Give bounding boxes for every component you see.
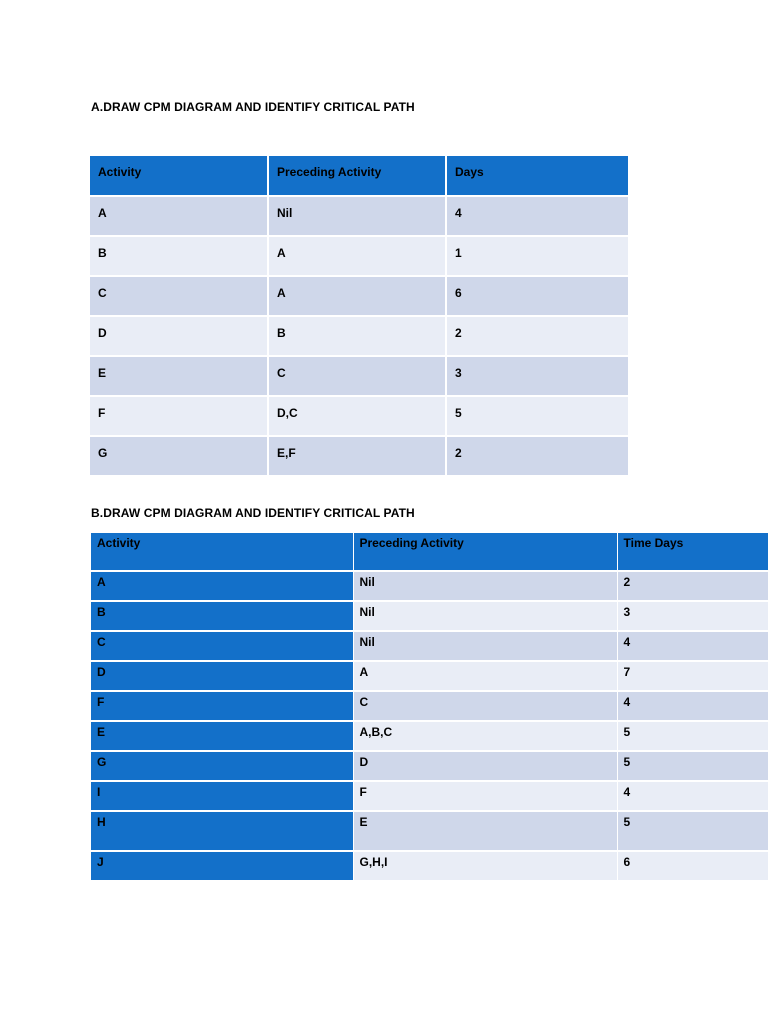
cell-days: 4 bbox=[617, 631, 768, 661]
column-header-preceding: Preceding Activity bbox=[353, 533, 617, 571]
table-row bbox=[91, 661, 768, 691]
cell-activity: B bbox=[90, 236, 268, 276]
table-row bbox=[91, 811, 768, 851]
cell-days: 4 bbox=[446, 196, 628, 236]
cell-activity: H bbox=[91, 811, 353, 851]
table-header-row bbox=[91, 533, 768, 571]
cell-preceding: A bbox=[268, 276, 446, 316]
table-row bbox=[91, 691, 768, 721]
cell-days: 3 bbox=[446, 356, 628, 396]
cell-days: 5 bbox=[446, 396, 628, 436]
cell-preceding: Nil bbox=[353, 601, 617, 631]
cell-activity: C bbox=[91, 631, 353, 661]
cell-activity: B bbox=[91, 601, 353, 631]
cell-preceding: F bbox=[353, 781, 617, 811]
table-row bbox=[90, 316, 628, 356]
cell-days: 5 bbox=[617, 811, 768, 851]
cell-days: 4 bbox=[617, 691, 768, 721]
column-header-time-days: Time Days bbox=[617, 533, 768, 571]
table-row bbox=[91, 571, 768, 601]
cell-preceding: Nil bbox=[353, 571, 617, 601]
cell-days: 2 bbox=[446, 436, 628, 476]
cell-activity: C bbox=[90, 276, 268, 316]
cell-preceding: D bbox=[353, 751, 617, 781]
section-a-heading: A.DRAW CPM DIAGRAM AND IDENTIFY CRITICAL PATH bbox=[91, 100, 415, 114]
cell-preceding: A bbox=[268, 236, 446, 276]
cell-preceding: A bbox=[353, 661, 617, 691]
cell-days: 4 bbox=[617, 781, 768, 811]
cell-preceding: G,H,I bbox=[353, 851, 617, 881]
cell-activity: A bbox=[90, 196, 268, 236]
table-row bbox=[91, 751, 768, 781]
table-row bbox=[90, 436, 628, 476]
cell-preceding: C bbox=[268, 356, 446, 396]
cell-preceding: Nil bbox=[353, 631, 617, 661]
activity-table-b bbox=[91, 533, 768, 882]
cell-preceding: A,B,C bbox=[353, 721, 617, 751]
cell-activity: G bbox=[91, 751, 353, 781]
table-header-row bbox=[90, 156, 628, 196]
cell-days: 2 bbox=[446, 316, 628, 356]
cell-activity: F bbox=[91, 691, 353, 721]
cell-preceding: C bbox=[353, 691, 617, 721]
cell-activity: F bbox=[90, 396, 268, 436]
cell-days: 1 bbox=[446, 236, 628, 276]
cell-activity: D bbox=[91, 661, 353, 691]
cell-days: 3 bbox=[617, 601, 768, 631]
cell-days: 6 bbox=[446, 276, 628, 316]
cell-activity: D bbox=[90, 316, 268, 356]
column-header-preceding: Preceding Activity bbox=[268, 156, 446, 196]
cell-days: 6 bbox=[617, 851, 768, 881]
cell-days: 7 bbox=[617, 661, 768, 691]
cell-days: 5 bbox=[617, 721, 768, 751]
cell-preceding: B bbox=[268, 316, 446, 356]
cell-preceding: E bbox=[353, 811, 617, 851]
table-row bbox=[90, 356, 628, 396]
column-header-days: Days bbox=[446, 156, 628, 196]
table-row bbox=[90, 396, 628, 436]
cell-activity: E bbox=[90, 356, 268, 396]
cell-activity: G bbox=[90, 436, 268, 476]
cell-days: 5 bbox=[617, 751, 768, 781]
cell-preceding: E,F bbox=[268, 436, 446, 476]
table-row bbox=[91, 601, 768, 631]
column-header-activity: Activity bbox=[90, 156, 268, 196]
table-row bbox=[91, 781, 768, 811]
cell-activity: J bbox=[91, 851, 353, 881]
table-row bbox=[90, 276, 628, 316]
activity-table-a bbox=[90, 156, 628, 477]
table-row bbox=[91, 721, 768, 751]
column-header-activity: Activity bbox=[91, 533, 353, 571]
cell-preceding: D,C bbox=[268, 396, 446, 436]
cell-activity: I bbox=[91, 781, 353, 811]
cell-activity: E bbox=[91, 721, 353, 751]
section-b-heading: B.DRAW CPM DIAGRAM AND IDENTIFY CRITICAL PATH bbox=[91, 506, 415, 520]
cell-preceding: Nil bbox=[268, 196, 446, 236]
table-row bbox=[91, 851, 768, 881]
table-row bbox=[90, 236, 628, 276]
cell-days: 2 bbox=[617, 571, 768, 601]
table-row bbox=[90, 196, 628, 236]
cell-activity: A bbox=[91, 571, 353, 601]
table-row bbox=[91, 631, 768, 661]
